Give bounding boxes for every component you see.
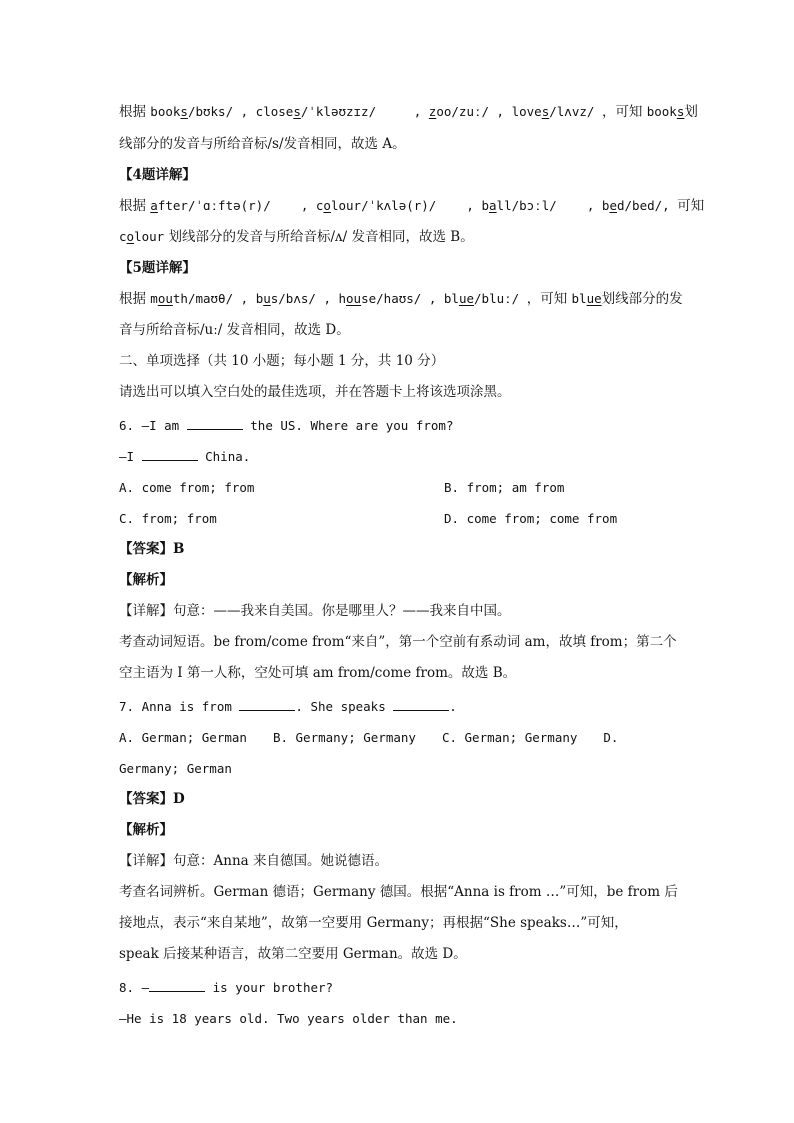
q4-detail-header: 【4题详解】 (119, 167, 196, 183)
q3-analysis-line1: 根据 books/bʊks/ , closes/ˈkləʊzɪz/ , zoo/zuː/ , loves/lʌvz/ ，可知 books划 (119, 104, 698, 120)
q7-explanation-3: speak 后接某种语言，故第二空要用 German。故选 D。 (119, 946, 467, 962)
q6-answer: 【答案】B (119, 541, 185, 557)
q6-options-row2 (119, 510, 618, 528)
q6-option-d: D. come from; come from (444, 511, 618, 526)
q7-stem: 7. Anna is from . She speaks . (119, 699, 457, 714)
q4-analysis-line1: 根据 after/ˈɑːftə(r)/ , colour/ˈkʌlə(r)/ , ball/bɔːl/ , bed/bed/, 可知 (119, 198, 705, 214)
q6-reply: —I China. (119, 449, 251, 464)
q6-options-row1 (119, 479, 565, 497)
section-title: 二、单项选择（共 10 小题；每小题 1 分，共 10 分） (119, 353, 445, 369)
section-instruction: 请选出可以填入空白处的最佳选项，并在答题卡上将该选项涂黑。 (119, 384, 511, 400)
q7-explanation-1: 考查名词辨析。German 德语；Germany 德国。根据“Anna is from …”可知，be from 后 (119, 884, 678, 900)
q6-blank-2 (142, 448, 198, 461)
q6-option-a: A. come from; from (119, 480, 255, 495)
q6-option-c: C. from; from (119, 511, 217, 526)
q7-option-c: C. German; Germany (441, 730, 578, 745)
q7-detail: 【详解】句意：Anna 来自德国。她说德语。 (119, 853, 388, 869)
q5-analysis-line2: 音与所给音标/uː/ 发音相同，故选 D。 (119, 322, 350, 338)
q6-explanation-1: 考查动词短语。be from/come from“来自”，第一个空前有系动词 am，故填 from；第二个 (119, 634, 677, 650)
q7-option-b: B. Germany; Germany (272, 730, 416, 745)
q7-option-d-cont: Germany; German (119, 761, 232, 776)
q7-explanation-2: 接地点，表示“来自某地”，故第一空要用 Germany；再根据“She speaks…”可知， (119, 915, 628, 931)
q6-stem: 6. —I am the US. Where are you from? (119, 418, 454, 433)
q6-analysis-label: 【解析】 (119, 572, 173, 588)
q8-stem: 8. — is your brother? (119, 980, 334, 995)
q7-option-a: A. German; German (119, 730, 247, 745)
q4-analysis-line2: colour 划线部分的发音与所给音标/ʌ/ 发音相同，故选 B。 (119, 229, 474, 245)
q6-detail: 【详解】句意：——我来自美国。你是哪里人？——我来自中国。 (119, 603, 511, 619)
q8-blank (149, 979, 205, 992)
q7-analysis-label: 【解析】 (119, 822, 173, 838)
q7-answer: 【答案】D (119, 791, 185, 807)
q8-reply: —He is 18 years old. Two years older than me. (119, 1011, 458, 1026)
q7-blank-2 (393, 698, 449, 711)
q5-analysis-line1: 根据 mouth/maʊθ/ , bus/bʌs/ , house/haʊs/ , blue/bluː/ ，可知 blue划线部分的发 (119, 291, 683, 307)
q7-blank-1 (239, 698, 295, 711)
q7-option-d: D. (603, 730, 619, 745)
q7-options-row1 (119, 729, 618, 747)
q6-blank-1 (187, 417, 243, 430)
q3-analysis-line2: 线部分的发音与所给音标/s/发音相同，故选 A。 (119, 136, 406, 152)
q6-explanation-2: 空主语为 I 第一人称，空处可填 am from/come from。故选 B。 (119, 665, 517, 681)
q6-option-b: B. from; am from (444, 480, 565, 495)
q5-detail-header: 【5题详解】 (119, 260, 196, 276)
